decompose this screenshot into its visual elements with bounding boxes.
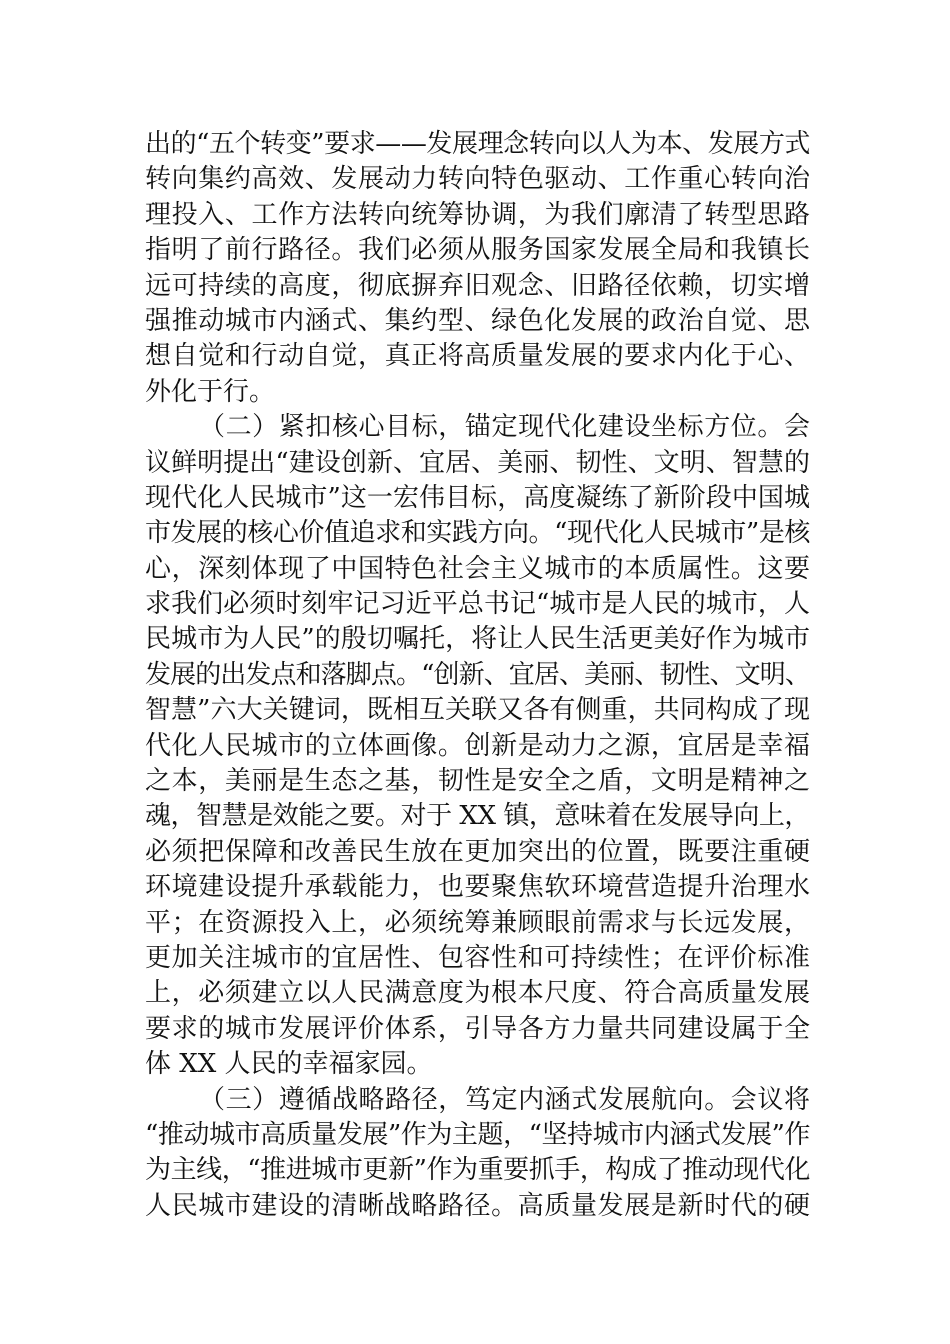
text-line: 远可持续的高度，彻底摒弃旧观念、旧路径依赖，切实增 <box>145 270 810 301</box>
text-line: 体 XX 人民的幸福家园。 <box>145 1049 433 1080</box>
text-line: 人民城市建设的清晰战略路径。高质量发展是新时代的硬 <box>145 1190 810 1221</box>
text-line: 要求的城市发展评价体系，引导各方力量共同建设属于全 <box>145 1013 810 1044</box>
text-line: 指明了前行路径。我们必须从服务国家发展全局和我镇长 <box>145 235 810 266</box>
text-line: 发展的出发点和落脚点。“创新、宜居、美丽、韧性、文明、 <box>145 659 810 690</box>
text-line: 求我们必须时刻牢记习近平总书记“城市是人民的城市，人 <box>145 589 810 620</box>
text-line: 上，必须建立以人民满意度为根本尺度、符合高质量发展 <box>145 978 810 1009</box>
text-line: 现代化人民城市”这一宏伟目标，高度凝练了新阶段中国城 <box>145 482 810 513</box>
text-line: 魂，智慧是效能之要。对于 XX 镇，意味着在发展导向上， <box>145 801 810 832</box>
text-line: 外化于行。 <box>145 376 276 407</box>
text-line: 想自觉和行动自觉，真正将高质量发展的要求内化于心、 <box>145 341 810 372</box>
text-line: 市发展的核心价值追求和实践方向。“现代化人民城市”是核 <box>145 518 810 549</box>
text-line: 心，深刻体现了中国特色社会主义城市的本质属性。这要 <box>145 553 810 584</box>
text-line: 环境建设提升承载能力，也要聚焦软环境营造提升治理水 <box>145 872 810 903</box>
text-line: 必须把保障和改善民生放在更加突出的位置，既要注重硬 <box>145 836 810 867</box>
text-line: 智慧”六大关键词，既相互关联又各有侧重，共同构成了现 <box>145 695 810 726</box>
text-line: 为主线，“推进城市更新”作为重要抓手，构成了推动现代化 <box>145 1155 810 1186</box>
body-text <box>145 127 810 1224</box>
text-line: 民城市为人民”的殷切嘱托，将让人民生活更美好作为城市 <box>145 624 810 655</box>
text-line: 代化人民城市的立体画像。创新是动力之源，宜居是幸福 <box>145 730 810 761</box>
section-heading-line: （三）遵循战略路径，笃定内涵式发展航向。会议将 <box>199 1084 810 1115</box>
text-line: 强推动城市内涵式、集约型、绿色化发展的政治自觉、思 <box>145 305 810 336</box>
section-heading-line: （二）紧扣核心目标，锚定现代化建设坐标方位。会 <box>199 412 810 443</box>
text-line: 更加关注城市的宜居性、包容性和可持续性；在评价标准 <box>145 942 810 973</box>
text-line: 议鲜明提出“建设创新、宜居、美丽、韧性、文明、智慧的 <box>145 447 810 478</box>
text-line: 之本，美丽是生态之基，韧性是安全之盾，文明是精神之 <box>145 766 810 797</box>
text-line: “推动城市高质量发展”作为主题，“坚持城市内涵式发展”作 <box>145 1119 810 1150</box>
text-line: 转向集约高效、发展动力转向特色驱动、工作重心转向治 <box>145 164 810 195</box>
text-line: 理投入、工作方法转向统筹协调，为我们廓清了转型思路 <box>145 199 810 230</box>
text-line: 平；在资源投入上，必须统筹兼顾眼前需求与长远发展， <box>145 907 810 938</box>
text-line: 出的“五个转变”要求——发展理念转向以人为本、发展方式 <box>145 129 810 159</box>
